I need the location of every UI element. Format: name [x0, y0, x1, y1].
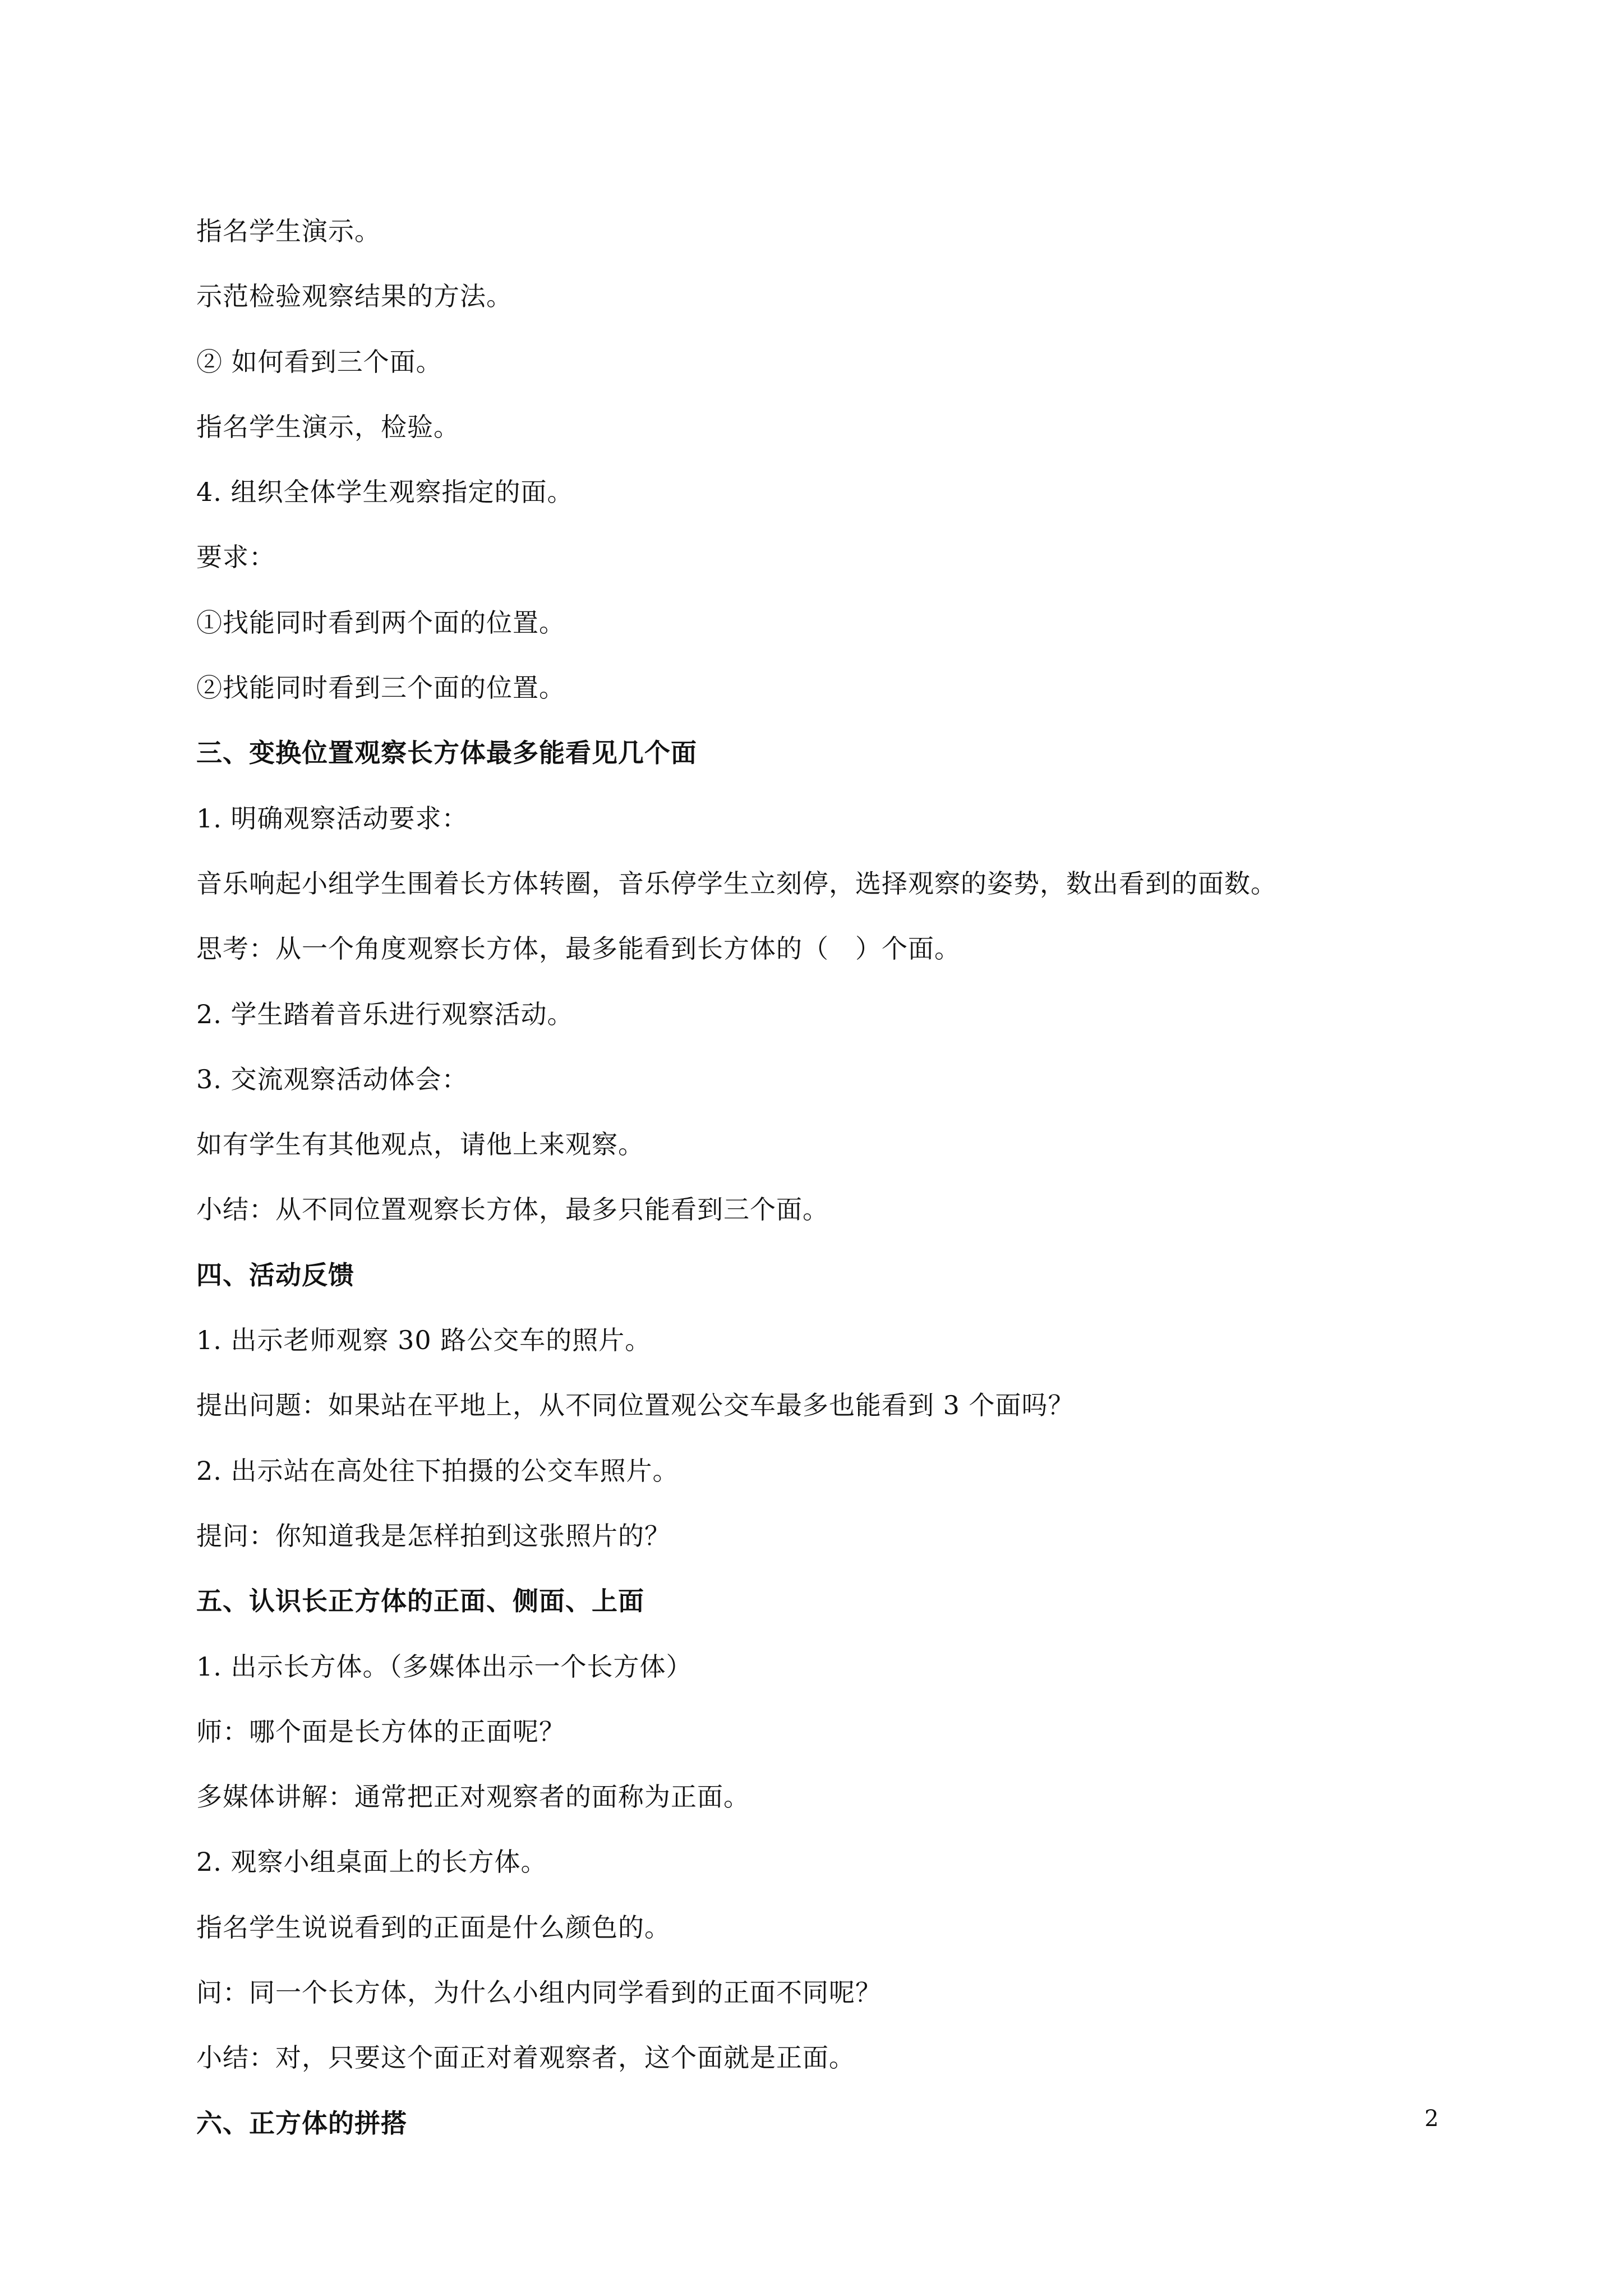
text-line: 如有学生有其他观点，请他上来观察。 — [196, 1129, 644, 1160]
text-line: 2. 出示站在高处往下拍摄的公交车照片。 — [196, 1455, 679, 1486]
text-line: 小结：对，只要这个面正对着观察者，这个面就是正面。 — [196, 2042, 855, 2073]
document-body — [196, 213, 1486, 2170]
text-line: 3. 交流观察活动体会： — [196, 1064, 468, 1094]
text-line: 指名学生演示。 — [196, 216, 381, 246]
text-line: ② 如何看到三个面。 — [196, 346, 442, 377]
text-line: 1. 明确观察活动要求： — [196, 803, 468, 834]
text-line: 要求： — [196, 542, 275, 573]
section-heading: 六、正方体的拼搭 — [196, 2108, 407, 2138]
text-line: 指名学生演示，检验。 — [196, 411, 460, 442]
text-line: 音乐响起小组学生围着长方体转圈，音乐停学生立刻停，选择观察的姿势，数出看到的面数。 — [196, 868, 1277, 899]
text-line: 思考：从一个角度观察长方体，最多能看到长方体的（ ）个面。 — [196, 933, 961, 964]
text-line: 问：同一个长方体，为什么小组内同学看到的正面不同呢？ — [196, 1977, 882, 2008]
text-line: 师：哪个面是长方体的正面呢？ — [196, 1716, 565, 1747]
text-line: 1. 出示长方体。（多媒体出示一个长方体） — [196, 1651, 693, 1682]
text-line: 2. 学生踏着音乐进行观察活动。 — [196, 999, 574, 1029]
text-line: 小结：从不同位置观察长方体，最多只能看到三个面。 — [196, 1194, 829, 1225]
text-line: 4. 组织全体学生观察指定的面。 — [196, 477, 574, 508]
text-line: ②找能同时看到三个面的位置。 — [196, 673, 565, 703]
text-line: 提出问题：如果站在平地上，从不同位置观公交车最多也能看到 3 个面吗？ — [196, 1390, 1075, 1421]
text-line: 示范检验观察结果的方法。 — [196, 281, 513, 312]
section-heading: 五、认识长正方体的正面、侧面、上面 — [196, 1586, 644, 1617]
text-line: 提问：你知道我是怎样拍到这张照片的？ — [196, 1520, 671, 1551]
text-line: 2. 观察小组桌面上的长方体。 — [196, 1847, 547, 1878]
text-line: 多媒体讲解：通常把正对观察者的面称为正面。 — [196, 1782, 750, 1812]
text-line: 1. 出示老师观察 30 路公交车的照片。 — [196, 1325, 652, 1356]
page-number: 2 — [1424, 2106, 1439, 2132]
text-line: ①找能同时看到两个面的位置。 — [196, 607, 565, 638]
text-line: 指名学生说说看到的正面是什么颜色的。 — [196, 1912, 671, 1943]
section-heading: 三、变换位置观察长方体最多能看见几个面 — [196, 738, 697, 769]
section-heading: 四、活动反馈 — [196, 1259, 354, 1290]
